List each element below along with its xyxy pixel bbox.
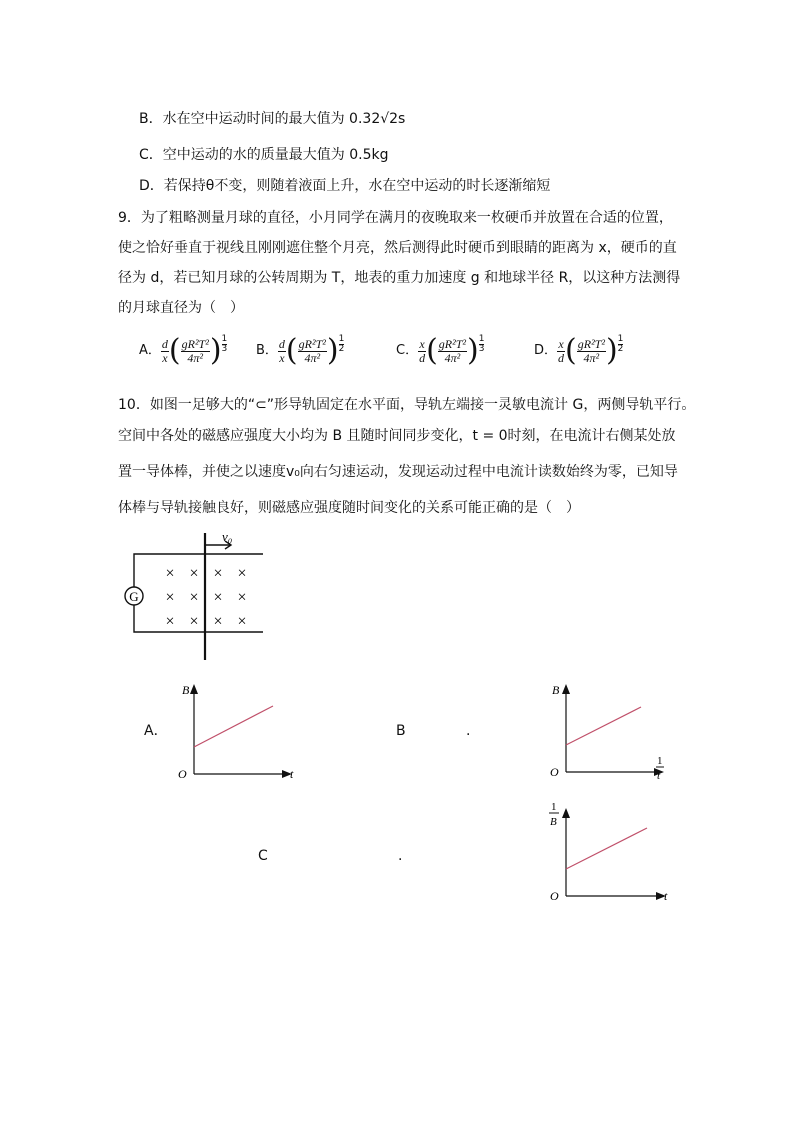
inner-den: 4π² <box>187 350 204 365</box>
exp-num: 1 <box>478 333 485 344</box>
velocity-label: v₀ <box>222 529 233 544</box>
exp-den: 3 <box>221 343 228 354</box>
frac-num: x <box>558 336 564 351</box>
field-cross-icon: × <box>237 589 247 606</box>
inner-num: gR²T² <box>181 336 209 351</box>
frac-num: d <box>278 336 285 351</box>
q9-stem-line-2: 使之恰好垂直于视线且刚刚遮住整个月亮，然后测得此时硬币到眼睛的距离为 x，硬币的直 <box>118 240 677 256</box>
graph-b-vs-t <box>174 680 304 790</box>
y-axis-label-num: 1 <box>551 801 557 813</box>
exp-num: 1 <box>617 333 624 344</box>
field-cross-icon: × <box>213 613 223 630</box>
q9-stem-line-4: 的月球直径为（ ） <box>118 300 244 316</box>
option-label: A． <box>139 343 161 358</box>
q10-option-c-label: C <box>258 848 268 864</box>
inner-num: gR²T² <box>298 336 326 351</box>
q9-option-a: A． $\frac{d}{x}$ ( $\frac{\text{gR²T²}}{\text{4π²}}$ ) $\frac{1}{3}$ <box>139 333 228 368</box>
inner-den: 4π² <box>583 350 600 365</box>
inner-num: gR²T² <box>577 336 605 351</box>
field-cross-icon: × <box>237 565 247 582</box>
field-cross-icon: × <box>213 589 223 606</box>
x-axis-label-den: t <box>657 770 661 782</box>
x-axis-label: t <box>290 767 294 781</box>
q10-stem-line-2: 空间中各处的磁感应强度大小均为 B 且随时间同步变化，t = 0时刻，在电流计右侧某处放 <box>118 428 676 444</box>
field-cross-icon: × <box>213 565 223 582</box>
field-cross-icon: × <box>237 613 247 630</box>
field-cross-icon: × <box>165 565 175 582</box>
option-label: B． <box>256 343 278 358</box>
option-label: D． <box>534 343 558 358</box>
q9-option-d: D． $\frac{x}{d}$ ( $\frac{\text{gR²T²}}{\text{4π²}}$ ) $\frac{1}{2}$ <box>534 333 624 368</box>
frac-den: x <box>162 350 168 365</box>
q8-option-c: C．空中运动的水的质量最大值为 0.5kg <box>139 147 389 163</box>
q10-option-b-dot: . <box>466 723 471 739</box>
origin-label: O <box>550 889 559 903</box>
q9-option-c: C． $\frac{x}{d}$ ( $\frac{\text{gR²T²}}{\text{4π²}}$ ) $\frac{1}{3}$ <box>396 333 485 368</box>
option-label: C． <box>396 343 419 358</box>
graph-b-vs-inv-t <box>546 680 676 790</box>
q10-option-b-label: B <box>396 723 406 739</box>
inner-den: 4π² <box>444 350 461 365</box>
exp-den: 2 <box>617 343 624 354</box>
inner-num: gR²T² <box>438 336 466 351</box>
origin-label: O <box>550 765 559 779</box>
q10-stem-line-4: 体棒与导轨接触良好，则磁感应强度随时间变化的关系可能正确的是（ ） <box>118 500 580 516</box>
field-cross-icon: × <box>189 589 199 606</box>
graph-line <box>566 707 641 745</box>
exp-num: 1 <box>338 333 345 344</box>
graph-inv-b-vs-t <box>546 798 676 910</box>
q9-stem-line-1: 9．为了粗略测量月球的直径，小月同学在满月的夜晚取来一枚硬币并放置在合适的位置， <box>118 210 673 226</box>
frac-num: x <box>419 336 425 351</box>
field-cross-icon: × <box>189 613 199 630</box>
inner-den: 4π² <box>304 350 321 365</box>
q9-stem-line-3: 径为 d，若已知月球的公转周期为 T，地表的重力加速度 g 和地球半径 R，以这种方法测得 <box>118 270 681 286</box>
galvanometer-label: G <box>129 589 139 604</box>
field-cross-icon: × <box>165 613 175 630</box>
frac-den: d <box>558 350 565 365</box>
graph-line <box>194 706 273 747</box>
origin-label: O <box>178 767 187 781</box>
frac-den: x <box>279 350 285 365</box>
field-cross-icon: × <box>165 589 175 606</box>
q9-option-b: B． $\frac{d}{x}$ ( $\frac{\text{gR²T²}}{\text{4π²}}$ ) $\frac{1}{2}$ <box>256 333 345 368</box>
q10-option-c-dot: . <box>398 848 403 864</box>
y-axis-label: B <box>182 683 190 697</box>
exp-den: 2 <box>338 343 345 354</box>
q10-stem-line-3: 置一导体棒，并使之以速度v₀向右匀速运动，发现运动过程中电流计读数始终为零，已知导 <box>118 464 678 480</box>
frac-den: d <box>419 350 426 365</box>
x-axis-label: t <box>664 889 668 903</box>
q10-stem-line-1: 10．如图一足够大的“⊂”形导轨固定在水平面，导轨左端接一灵敏电流计 G，两侧导轨平行。 <box>118 397 696 413</box>
y-axis-label-den: B <box>550 816 557 828</box>
exp-den: 3 <box>478 343 485 354</box>
field-cross-icon: × <box>189 565 199 582</box>
q8-option-d: D．若保持θ不变，则随着液面上升，水在空中运动的时长逐渐缩短 <box>139 178 551 194</box>
q10-option-a-label: A． <box>144 723 168 739</box>
graph-line <box>566 828 647 869</box>
q8-option-b: B．水在空中运动时间的最大值为 0.32√2s <box>139 111 406 127</box>
y-axis-label: B <box>552 683 560 697</box>
frac-num: d <box>161 336 168 351</box>
x-axis-label-num: 1 <box>657 755 663 767</box>
rail-diagram <box>118 528 278 664</box>
exp-num: 1 <box>221 333 228 344</box>
